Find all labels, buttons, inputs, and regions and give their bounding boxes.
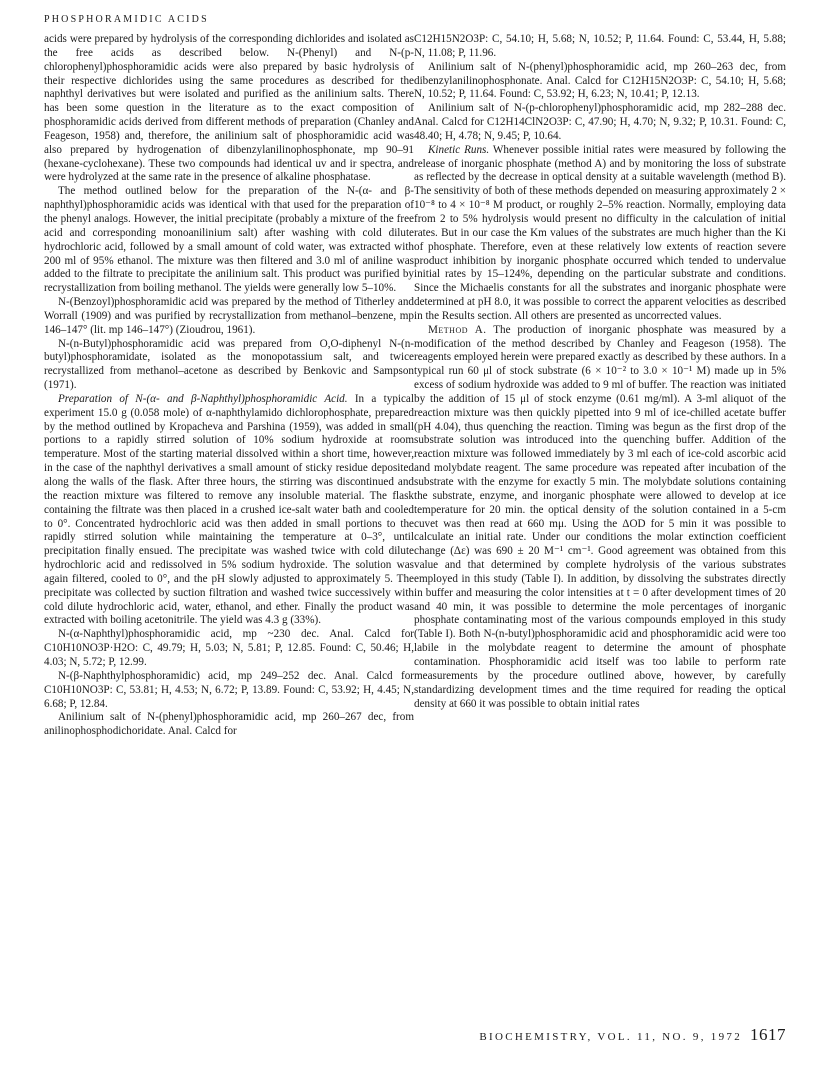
paragraph: N-(β-Naphthylphosphoramidic) acid, mp 249–252 dec. Anal. Calcd for C10H10NO3P: C, 53.81; H, 4.53; N, 6.72; P, 13.89. Found: C, 53.92; H, 4.45; N, 6.68; P, 12.84.	[44, 669, 414, 710]
section-heading: Method A.	[428, 323, 487, 336]
paragraph: Anilinium salt of N-(phenyl)phosphoramidic acid, mp 260–267 dec, from anilinophosphodichoridate. Anal. Calcd for	[44, 711, 414, 738]
paragraph: N-(α-Naphthyl)phosphoramidic acid, mp ~230 dec. Anal. Calcd for C10H10NO3P·H2O: C, 49.79; H, 5.03; N, 5.81; P, 12.85. Found: C, 50.46; H, 4.03; N, 5.72; P, 12.99.	[44, 628, 414, 668]
paragraph: N-(Benzoyl)phosphoramidic acid was prepared by the method of Titherley and Worrall (1909) and was purified by recrystallization from methanol–benzene, mp 146–147° (lit. mp 146–147°) (Zioudrou, 1961).	[44, 296, 414, 336]
paragraph: The method outlined below for the preparation of the N-(α- and β-naphthyl)phosphoramidic acids was identical with that used for the preparation of the phenyl analogs. However, the initial precipitate (probably a mixture of the free acid and corresponding monoanilinium salt) after washing with cold dilute hydrochloric acid, followed by a small amount of cold water, was extracted with 200 ml of 95% ethanol. The mixture was then filtered and 3.0 ml of aniline was added to the filtrate to precipitate the anilinium salt. This product was purified by recrystallization from boiling methanol. The yields were generally low 5–10%.	[44, 185, 414, 295]
journal-citation: BIOCHEMISTRY, VOL. 11, NO. 9, 1972	[479, 1031, 742, 1043]
paragraph: Anilinium salt of N-(p-chlorophenyl)phosphoramidic acid, mp 282–288 dec. Anal. Calcd for C12H14ClN2O3P: C, 47.90; H, 4.70; N, 9.32; P, 10.31. Found: C, 48.40; H, 4.78; N, 9.45; P, 10.64.	[414, 102, 786, 142]
right-column	[414, 33, 786, 711]
page-footer	[414, 1025, 786, 1045]
paragraph: acids were prepared by hydrolysis of the corresponding dichlorides and isolated as the free acids as described below. N-(Phenyl) and N-(p-chlorophenyl)phosphoramidic acids were also prepared by basic hydrolysis of their respective dichlorides using the same procedures as described for the naphthyl derivatives but were isolated and purified as the anilinium salts. There has been some question in the literature as to the exact composition of phosphoramidic acids derived from different methods of preparation (Chanley and Feageson, 1958) and, therefore, the anilinium salt of phosphoramidic acid was also prepared by hydrogenation of dibenzylanilinophosphonate, mp 90–91 (hexane-cyclohexane). These two compounds had identical uv and ir spectra, and were hydrolyzed at the same rate in the presence of alkaline phosphatase.	[44, 33, 414, 184]
running-title: PHOSPHORAMIDIC ACIDS	[44, 14, 209, 25]
paragraph: Anilinium salt of N-(phenyl)phosphoramidic acid, mp 260–263 dec, from dibenzylanilinophosphonate. Anal. Calcd for C12H15N2O3P: C, 54.10; H, 5.68; N, 10.52; P, 11.64. Found: C, 53.92; H, 6.23; N, 10.41; P, 12.13.	[414, 60, 786, 101]
section-heading: Kinetic Runs.	[428, 143, 490, 156]
paragraph	[414, 144, 786, 324]
paragraph	[414, 324, 786, 712]
paragraph: C12H15N2O3P: C, 54.10; H, 5.68; N, 10.52; P, 11.64. Found: C, 53.44, H, 5.88; N, 11.08; P, 11.96.	[414, 33, 786, 59]
left-column	[44, 33, 414, 739]
section-heading: Preparation of N-(α- and β-Naphthyl)phosphoramidic Acid.	[58, 392, 348, 405]
paragraph-body: In a typical experiment 15.0 g (0.058 mole) of α-naphthylamido dichlorophosphate, prepared by the method outlined by Kropacheva and Parshina (1959), was added in small portions to a rapidly stirred solution of 10% sodium hydroxide at room temperature. Most of the starting material dissolved within a short time, however, in the case of the naphthyl derivatives a small amount of sticky residue deposited along the walls of the flask. After three hours, the stirring was discontinued and the reaction mixture was filtered to remove any insoluble material. The flask containing the filtrate was then placed in a crushed ice-salt water bath and cooled to 0°. Concentrated hydrochloric acid was then added in small portions to the rapidly stirred solution while maintaining the temperature at 0–3°, until precipitation finally ensued. The precipitate was washed twice with cold dilute hydrochloric acid and redissolved in 5% sodium hydroxide. The solution was again filtered, cooled to 0°, and the pH slowly adjusted to approximately 5. The precipitate was collected by suction filtration and washed twice successively with cold dilute hydrochloric acid, water, ethanol, and ether. Finally the product was extracted with boiling acetonitrile. The yield was 4.3 g (33%).	[44, 392, 414, 627]
paragraph-body: The production of inorganic phosphate was measured by a modification of the method described by Chanley and Feageson (1958). The reagents employed herein were prepared exactly as described by these authors. In a typical run 60 μl of stock substrate (6 × 10⁻² to 3.0 × 10⁻¹ M) made up in 5% excess of sodium hydroxide was added to 9 ml of buffer. The reaction was initiated by the addition of 15 μl of stock enzyme (0.61 mg/ml). A 3-ml aliquot of the reaction mixture was then quickly pipetted into 9 ml of ice-chilled acetate buffer (pH 4.04), thus quenching the reaction. Timing was begun as the first drop of the substrate solution was introduced into the quenching buffer. Addition of the reaction mixture was followed immediately by 3 ml each of ice-cold ascorbic acid and molybdate reagent. The same procedure was repeated after incubation of the substrate with the enzyme for exactly 5 min. The molybdate solutions containing the substrate, enzyme, and inorganic phosphate were allowed to develop at ice temperature for 20 min. the optical density of the solution contained in a 5-cm cuvet was then read at 660 mμ. Using the ΔOD for 5 min it was possible to calculate an initial rate. Under our conditions the molar extinction coefficient change (Δε) was 690 ± 20 M⁻¹ cm⁻¹. Good agreement was obtained from this value and that determined by complete hydrolysis of the various substrates employed in this study (Table I). In addition, by dissolving the substrates directly in buffer and measuring the color intensities at t = 0 after development times of 20 and 40 min, it was possible to determine the mole percentages of inorganic phosphate contaminating most of the various compounds employed in this study (Table I). Both N-(n-butyl)phosphoramidic acid and phosphoramidic acid were too labile in the molybdate reagent to determine the amount of phosphate contamination. Phosphoramidic acid itself was too labile to perform rate measurements by the procedure outlined above, however, by carefully standardizing development times and the time required for reading the optical density at 660 it was possible to obtain initial rates	[414, 323, 786, 710]
paragraph: N-(n-Butyl)phosphoramidic acid was prepared from O,O-diphenyl N-(n-butyl)phosphoramidate, isolated as the monopotassium salt, and twice recrystallized from methanol–acetone as described by Benkovic and Sampson (1971).	[44, 337, 414, 392]
paragraph	[44, 393, 414, 628]
page-number: 1617	[750, 1025, 786, 1044]
paragraph-body: Whenever possible initial rates were measured by following the release of inorganic phosphate (method A) and by monitoring the loss of substrate as reflected by the decrease in optical density at a suitable wavelength (method B). The sensitivity of both of these methods depended on measuring approximately 2 × 10⁻⁸ to 4 × 10⁻⁸ M product, or roughly 2–5% reaction. Normally, employing data from 2 to 5% hydrolysis would present no difficulty in the calculation of initial rates. But in our case the Km values of the substrates are much higher than the Ki of phosphate. Therefore, even at these relatively low extents of reaction severe product inhibition by inorganic phosphate occurred which tended to undervalue initial rates by 15–124%, depending on the particular substrate and conditions. Since the Michaelis constants for all the substrates and inorganic phosphate were determined at pH 8.0, it was possible to correct the apparent velocities as described in the Results section. All others are presented as uncorrected values.	[414, 143, 786, 322]
